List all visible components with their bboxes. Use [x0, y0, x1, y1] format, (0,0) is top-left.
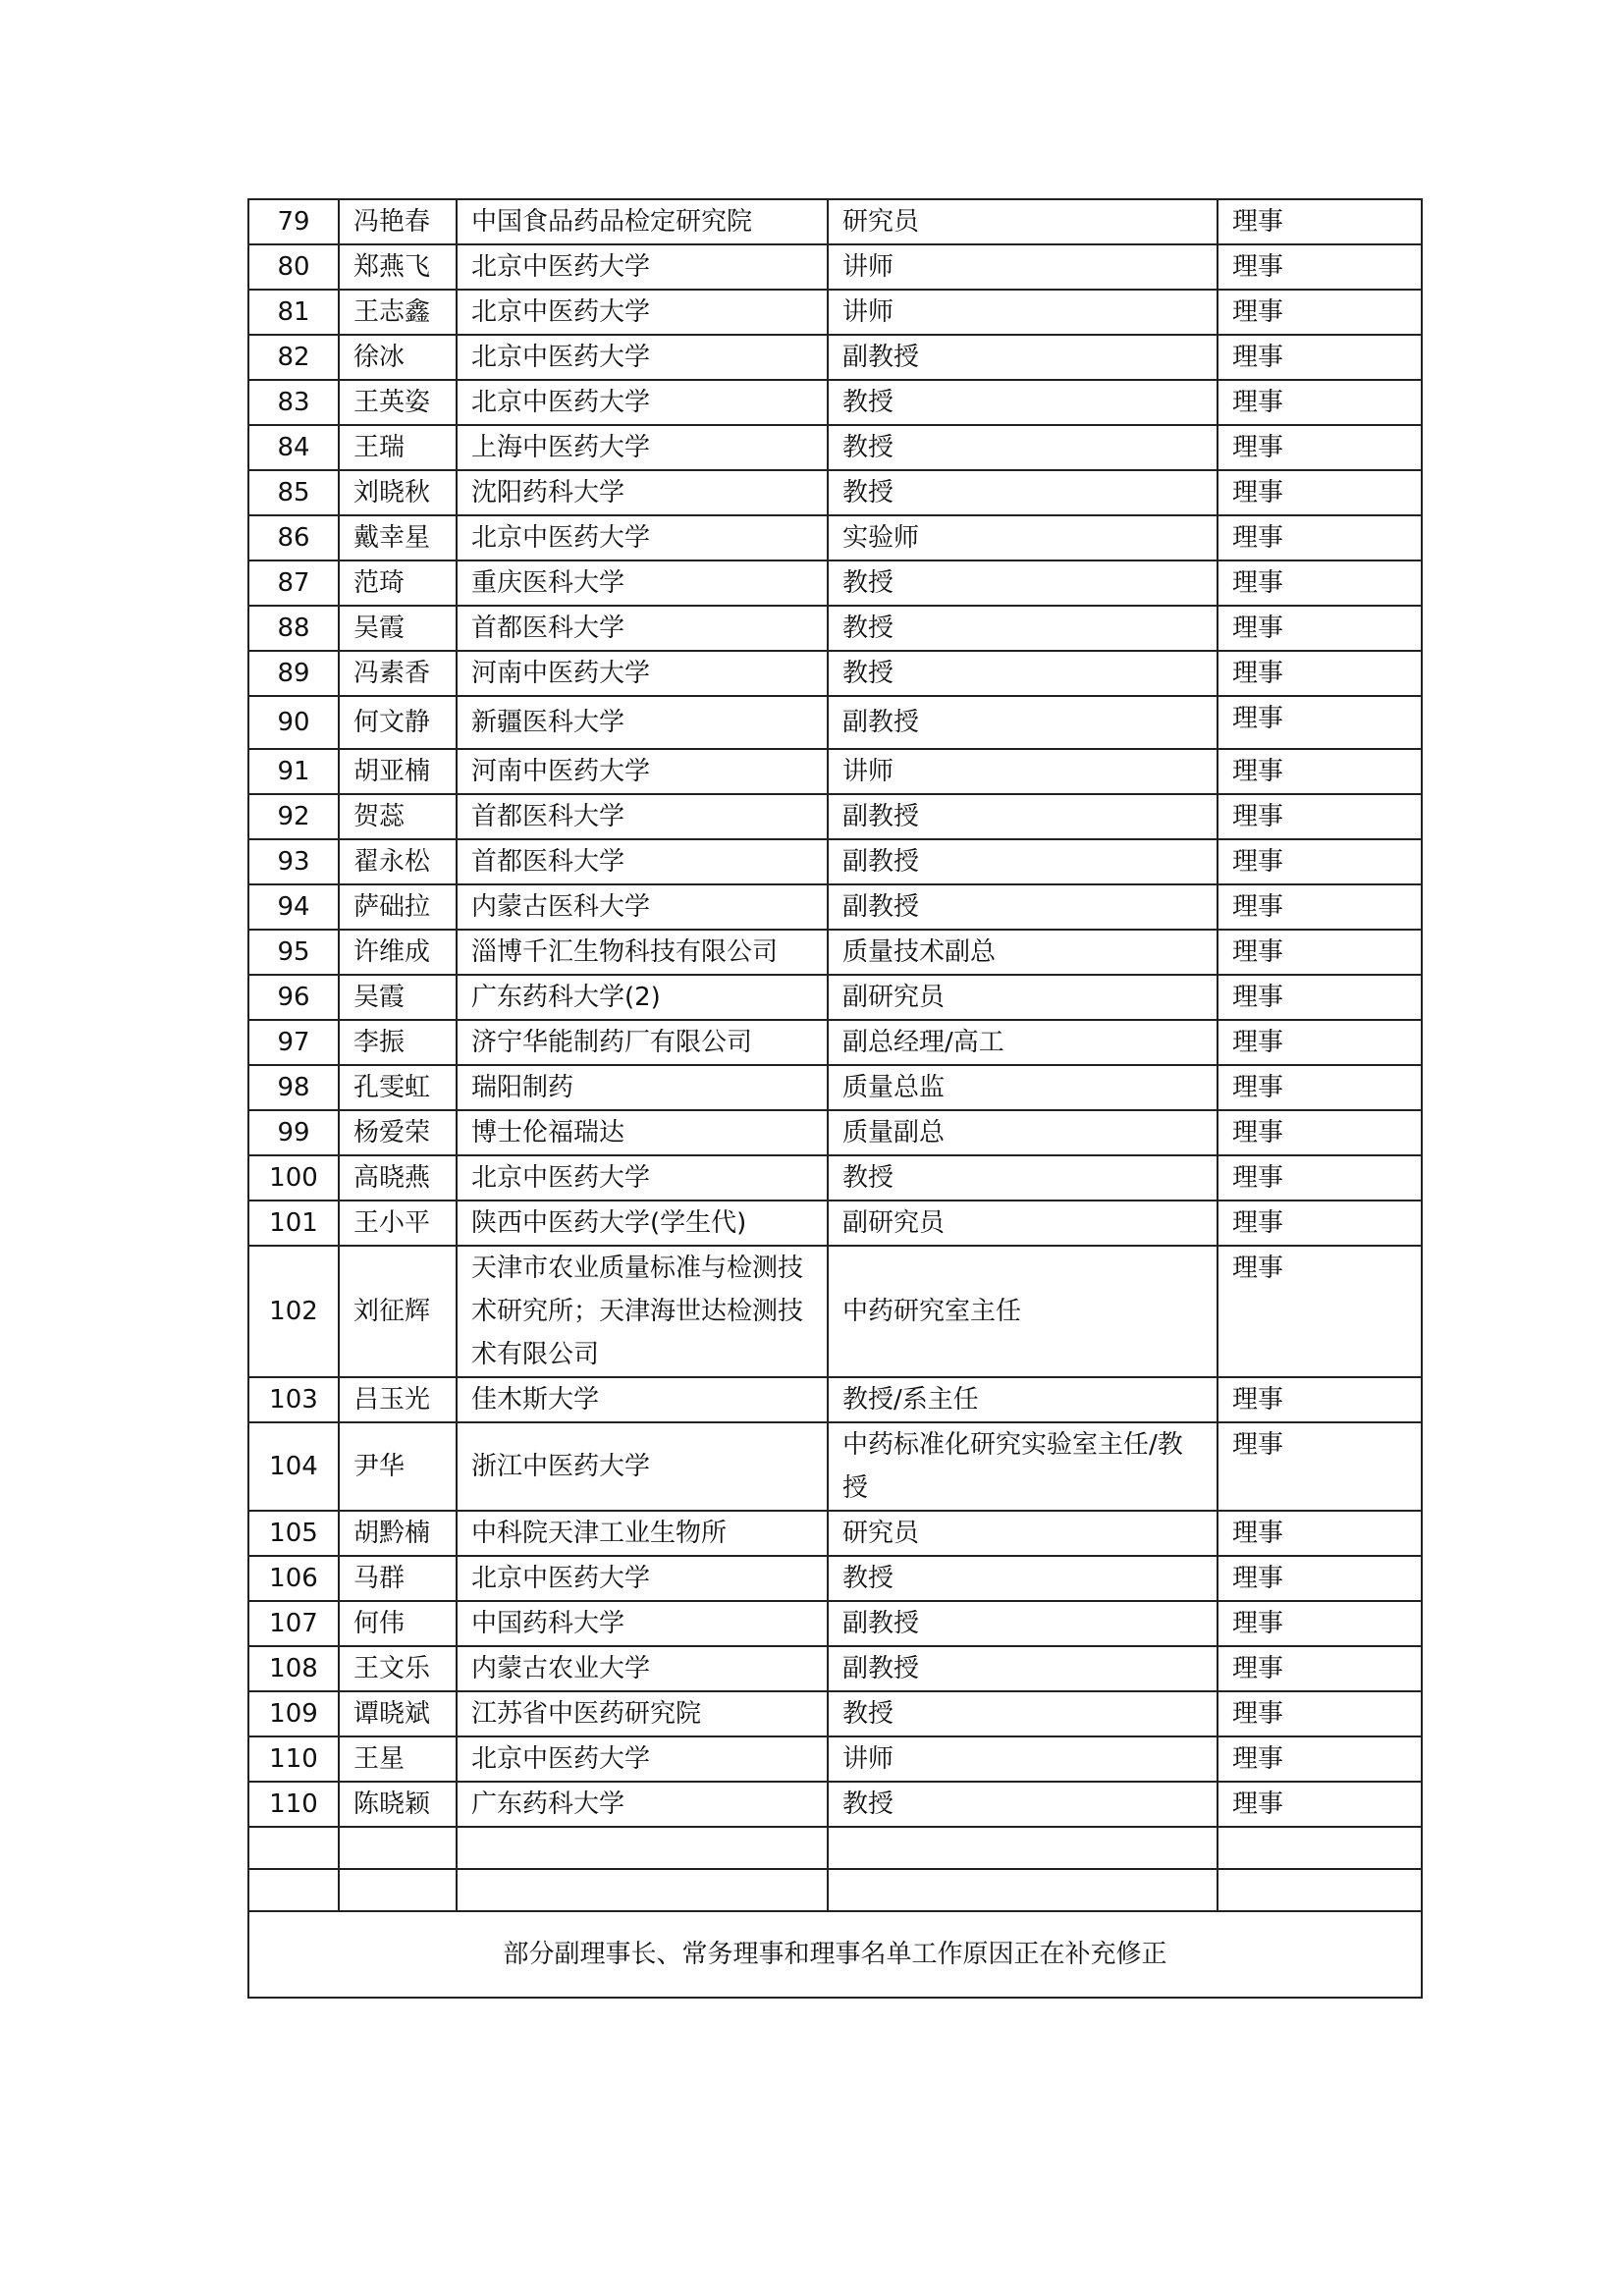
table-row [248, 244, 1422, 290]
member-role: 理事 [1218, 1511, 1422, 1556]
empty-row [248, 1869, 1422, 1911]
row-number: 92 [248, 794, 339, 839]
row-number: 107 [248, 1601, 339, 1646]
member-organization: 北京中医药大学 [457, 1155, 828, 1201]
table-row [248, 606, 1422, 651]
member-organization: 重庆医科大学 [457, 561, 828, 606]
table-row [248, 884, 1422, 930]
member-title: 教授 [828, 380, 1218, 425]
member-role: 理事 [1218, 244, 1422, 290]
member-organization: 瑞阳制药 [457, 1065, 828, 1110]
member-role: 理事 [1218, 696, 1422, 749]
member-title: 质量技术副总 [828, 930, 1218, 975]
member-organization: 内蒙古医科大学 [457, 884, 828, 930]
member-title: 副总经理/高工 [828, 1020, 1218, 1065]
member-name: 孔雯虹 [339, 1065, 457, 1110]
member-role: 理事 [1218, 839, 1422, 884]
member-role: 理事 [1218, 561, 1422, 606]
member-name: 王英姿 [339, 380, 457, 425]
member-organization: 河南中医药大学 [457, 749, 828, 794]
row-number: 87 [248, 561, 339, 606]
member-organization: 中科院天津工业生物所 [457, 1511, 828, 1556]
member-organization: 中国食品药品检定研究院 [457, 199, 828, 244]
member-role: 理事 [1218, 930, 1422, 975]
member-name: 吴霞 [339, 975, 457, 1020]
table-row [248, 1201, 1422, 1246]
member-title: 副教授 [828, 696, 1218, 749]
member-title: 副教授 [828, 335, 1218, 380]
row-number: 90 [248, 696, 339, 749]
member-role: 理事 [1218, 515, 1422, 561]
member-title: 副教授 [828, 1646, 1218, 1691]
member-name: 刘晓秋 [339, 470, 457, 515]
member-organization: 广东药科大学(2) [457, 975, 828, 1020]
table-row [248, 1155, 1422, 1201]
member-name: 王小平 [339, 1201, 457, 1246]
member-title: 教授 [828, 1556, 1218, 1601]
member-name: 萨础拉 [339, 884, 457, 930]
member-organization: 北京中医药大学 [457, 1556, 828, 1601]
member-name: 翟永松 [339, 839, 457, 884]
row-number: 108 [248, 1646, 339, 1691]
table-row [248, 199, 1422, 244]
member-title: 研究员 [828, 1511, 1218, 1556]
row-number: 98 [248, 1065, 339, 1110]
member-organization: 北京中医药大学 [457, 1736, 828, 1782]
table-row [248, 515, 1422, 561]
member-title: 副教授 [828, 884, 1218, 930]
row-number: 93 [248, 839, 339, 884]
member-name: 谭晓斌 [339, 1691, 457, 1736]
member-role: 理事 [1218, 606, 1422, 651]
member-name: 王文乐 [339, 1646, 457, 1691]
row-number: 84 [248, 425, 339, 470]
table-row [248, 1736, 1422, 1782]
member-name: 王志鑫 [339, 290, 457, 335]
row-number: 96 [248, 975, 339, 1020]
row-number: 80 [248, 244, 339, 290]
member-organization: 北京中医药大学 [457, 380, 828, 425]
member-role: 理事 [1218, 1246, 1422, 1377]
table-row [248, 794, 1422, 839]
member-organization: 江苏省中医药研究院 [457, 1691, 828, 1736]
member-name: 郑燕飞 [339, 244, 457, 290]
member-title: 质量副总 [828, 1110, 1218, 1155]
member-title: 讲师 [828, 290, 1218, 335]
row-number: 103 [248, 1377, 339, 1422]
member-name: 陈晓颖 [339, 1782, 457, 1827]
row-number: 104 [248, 1422, 339, 1511]
empty-cell [828, 1869, 1218, 1911]
table-row [248, 1377, 1422, 1422]
member-organization: 北京中医药大学 [457, 244, 828, 290]
member-title: 讲师 [828, 1736, 1218, 1782]
row-number: 106 [248, 1556, 339, 1601]
member-title: 研究员 [828, 199, 1218, 244]
member-organization: 陕西中医药大学(学生代) [457, 1201, 828, 1246]
member-organization: 首都医科大学 [457, 606, 828, 651]
table-row [248, 1065, 1422, 1110]
row-number: 94 [248, 884, 339, 930]
member-name: 何伟 [339, 1601, 457, 1646]
member-name: 范琦 [339, 561, 457, 606]
row-number: 88 [248, 606, 339, 651]
empty-cell [248, 1869, 339, 1911]
member-organization: 中国药科大学 [457, 1601, 828, 1646]
member-role: 理事 [1218, 335, 1422, 380]
member-title: 质量总监 [828, 1065, 1218, 1110]
member-organization: 浙江中医药大学 [457, 1422, 828, 1511]
member-organization: 北京中医药大学 [457, 290, 828, 335]
row-number: 86 [248, 515, 339, 561]
member-name: 戴幸星 [339, 515, 457, 561]
table-row [248, 1110, 1422, 1155]
member-role: 理事 [1218, 1377, 1422, 1422]
row-number: 82 [248, 335, 339, 380]
table-row [248, 651, 1422, 696]
row-number: 79 [248, 199, 339, 244]
member-title: 教授 [828, 1155, 1218, 1201]
member-role: 理事 [1218, 1155, 1422, 1201]
table-row [248, 975, 1422, 1020]
row-number: 109 [248, 1691, 339, 1736]
row-number: 101 [248, 1201, 339, 1246]
member-title: 教授 [828, 651, 1218, 696]
member-name: 刘征辉 [339, 1246, 457, 1377]
empty-cell [339, 1869, 457, 1911]
table-row [248, 1511, 1422, 1556]
table-row [248, 290, 1422, 335]
table-row [248, 1646, 1422, 1691]
member-organization: 淄博千汇生物科技有限公司 [457, 930, 828, 975]
member-title: 副研究员 [828, 975, 1218, 1020]
table-row [248, 380, 1422, 425]
member-title: 中药标准化研究实验室主任/教授 [828, 1422, 1218, 1511]
table-row [248, 749, 1422, 794]
member-role: 理事 [1218, 1065, 1422, 1110]
member-name: 马群 [339, 1556, 457, 1601]
empty-cell [1218, 1869, 1422, 1911]
member-organization: 北京中医药大学 [457, 335, 828, 380]
row-number: 91 [248, 749, 339, 794]
member-role: 理事 [1218, 1422, 1422, 1511]
member-name: 冯艳春 [339, 199, 457, 244]
member-name: 李振 [339, 1020, 457, 1065]
member-role: 理事 [1218, 380, 1422, 425]
member-role: 理事 [1218, 975, 1422, 1020]
council-member-table [247, 198, 1423, 1999]
row-number: 85 [248, 470, 339, 515]
member-name: 杨爱荣 [339, 1110, 457, 1155]
member-organization: 广东药科大学 [457, 1782, 828, 1827]
table-row [248, 1246, 1422, 1377]
row-number: 89 [248, 651, 339, 696]
row-number: 83 [248, 380, 339, 425]
empty-cell [457, 1869, 828, 1911]
member-organization: 天津市农业质量标准与检测技术研究所；天津海世达检测技术有限公司 [457, 1246, 828, 1377]
row-number: 81 [248, 290, 339, 335]
member-role: 理事 [1218, 1646, 1422, 1691]
member-name: 吕玉光 [339, 1377, 457, 1422]
table-row [248, 1556, 1422, 1601]
member-organization: 首都医科大学 [457, 839, 828, 884]
member-name: 胡亚楠 [339, 749, 457, 794]
table-row [248, 1691, 1422, 1736]
table-row [248, 425, 1422, 470]
member-title: 中药研究室主任 [828, 1246, 1218, 1377]
member-title: 教授 [828, 1782, 1218, 1827]
row-number: 102 [248, 1246, 339, 1377]
member-organization: 上海中医药大学 [457, 425, 828, 470]
member-title: 教授 [828, 561, 1218, 606]
member-role: 理事 [1218, 1110, 1422, 1155]
member-title: 实验师 [828, 515, 1218, 561]
member-name: 吴霞 [339, 606, 457, 651]
row-number: 95 [248, 930, 339, 975]
table-row [248, 470, 1422, 515]
table-row [248, 1782, 1422, 1827]
empty-cell [248, 1827, 339, 1869]
footnote-text: 部分副理事长、常务理事和理事名单工作原因正在补充修正 [248, 1911, 1422, 1998]
table-row [248, 1601, 1422, 1646]
table-row [248, 839, 1422, 884]
member-organization: 沈阳药科大学 [457, 470, 828, 515]
member-name: 王瑞 [339, 425, 457, 470]
member-title: 副教授 [828, 839, 1218, 884]
member-name: 许维成 [339, 930, 457, 975]
member-organization: 内蒙古农业大学 [457, 1646, 828, 1691]
member-organization: 新疆医科大学 [457, 696, 828, 749]
member-role: 理事 [1218, 199, 1422, 244]
row-number: 99 [248, 1110, 339, 1155]
member-name: 徐冰 [339, 335, 457, 380]
member-role: 理事 [1218, 1020, 1422, 1065]
member-title: 教授 [828, 606, 1218, 651]
table-row [248, 335, 1422, 380]
row-number: 97 [248, 1020, 339, 1065]
member-name: 何文静 [339, 696, 457, 749]
empty-row [248, 1827, 1422, 1869]
table-row [248, 1020, 1422, 1065]
empty-cell [457, 1827, 828, 1869]
member-role: 理事 [1218, 651, 1422, 696]
member-title: 教授/系主任 [828, 1377, 1218, 1422]
member-title: 副研究员 [828, 1201, 1218, 1246]
member-role: 理事 [1218, 1736, 1422, 1782]
member-role: 理事 [1218, 1691, 1422, 1736]
empty-cell [1218, 1827, 1422, 1869]
member-role: 理事 [1218, 1782, 1422, 1827]
member-title: 教授 [828, 425, 1218, 470]
member-title: 讲师 [828, 749, 1218, 794]
member-role: 理事 [1218, 884, 1422, 930]
row-number: 110 [248, 1782, 339, 1827]
member-organization: 济宁华能制药厂有限公司 [457, 1020, 828, 1065]
table-row [248, 696, 1422, 749]
member-name: 贺蕊 [339, 794, 457, 839]
member-role: 理事 [1218, 1601, 1422, 1646]
member-organization: 首都医科大学 [457, 794, 828, 839]
member-name: 冯素香 [339, 651, 457, 696]
member-title: 副教授 [828, 1601, 1218, 1646]
row-number: 100 [248, 1155, 339, 1201]
member-role: 理事 [1218, 290, 1422, 335]
member-title: 教授 [828, 1691, 1218, 1736]
empty-cell [339, 1827, 457, 1869]
member-organization: 北京中医药大学 [457, 515, 828, 561]
member-title: 副教授 [828, 794, 1218, 839]
empty-cell [828, 1827, 1218, 1869]
member-name: 王星 [339, 1736, 457, 1782]
note-row [248, 1911, 1422, 1998]
table-row [248, 561, 1422, 606]
table-row [248, 1422, 1422, 1511]
member-role: 理事 [1218, 470, 1422, 515]
member-title: 讲师 [828, 244, 1218, 290]
member-name: 尹华 [339, 1422, 457, 1511]
row-number: 110 [248, 1736, 339, 1782]
member-role: 理事 [1218, 1201, 1422, 1246]
member-role: 理事 [1218, 1556, 1422, 1601]
member-role: 理事 [1218, 794, 1422, 839]
member-name: 高晓燕 [339, 1155, 457, 1201]
member-organization: 博士伦福瑞达 [457, 1110, 828, 1155]
member-role: 理事 [1218, 425, 1422, 470]
member-organization: 河南中医药大学 [457, 651, 828, 696]
table-row [248, 930, 1422, 975]
member-organization: 佳木斯大学 [457, 1377, 828, 1422]
member-name: 胡黔楠 [339, 1511, 457, 1556]
member-role: 理事 [1218, 749, 1422, 794]
member-title: 教授 [828, 470, 1218, 515]
row-number: 105 [248, 1511, 339, 1556]
